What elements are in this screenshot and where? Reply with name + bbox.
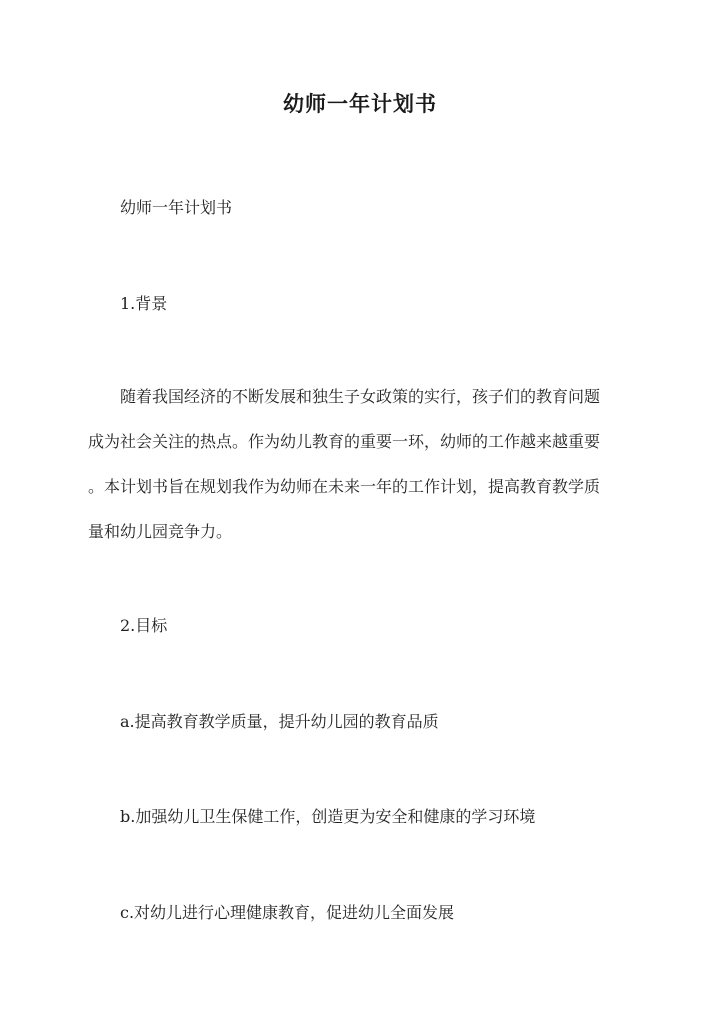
- goal-item: c.对幼儿进行心理健康教育，促进幼儿全面发展: [120, 903, 455, 922]
- paragraph-line: 成为社会关注的热点。作为幼儿教育的重要一环，幼师的工作越来越重要: [88, 432, 601, 451]
- paragraph-line: 量和幼儿园竞争力。: [88, 522, 233, 541]
- goal-item: b.加强幼儿卫生保健工作，创造更为安全和健康的学习环境: [120, 807, 536, 826]
- section-heading-background: 1.背景: [120, 294, 168, 313]
- paragraph-line: 。本计划书旨在规划我作为幼师在未来一年的工作计划，提高教育教学质: [88, 477, 601, 496]
- document-title: 幼师一年计划书: [283, 91, 437, 116]
- section-heading-goals: 2.目标: [120, 616, 168, 635]
- paragraph-line: 随着我国经济的不断发展和独生子女政策的实行，孩子们的教育问题: [120, 387, 601, 406]
- goal-item: a.提高教育教学质量，提升幼儿园的教育品质: [120, 712, 439, 731]
- document-subtitle: 幼师一年计划书: [120, 198, 233, 217]
